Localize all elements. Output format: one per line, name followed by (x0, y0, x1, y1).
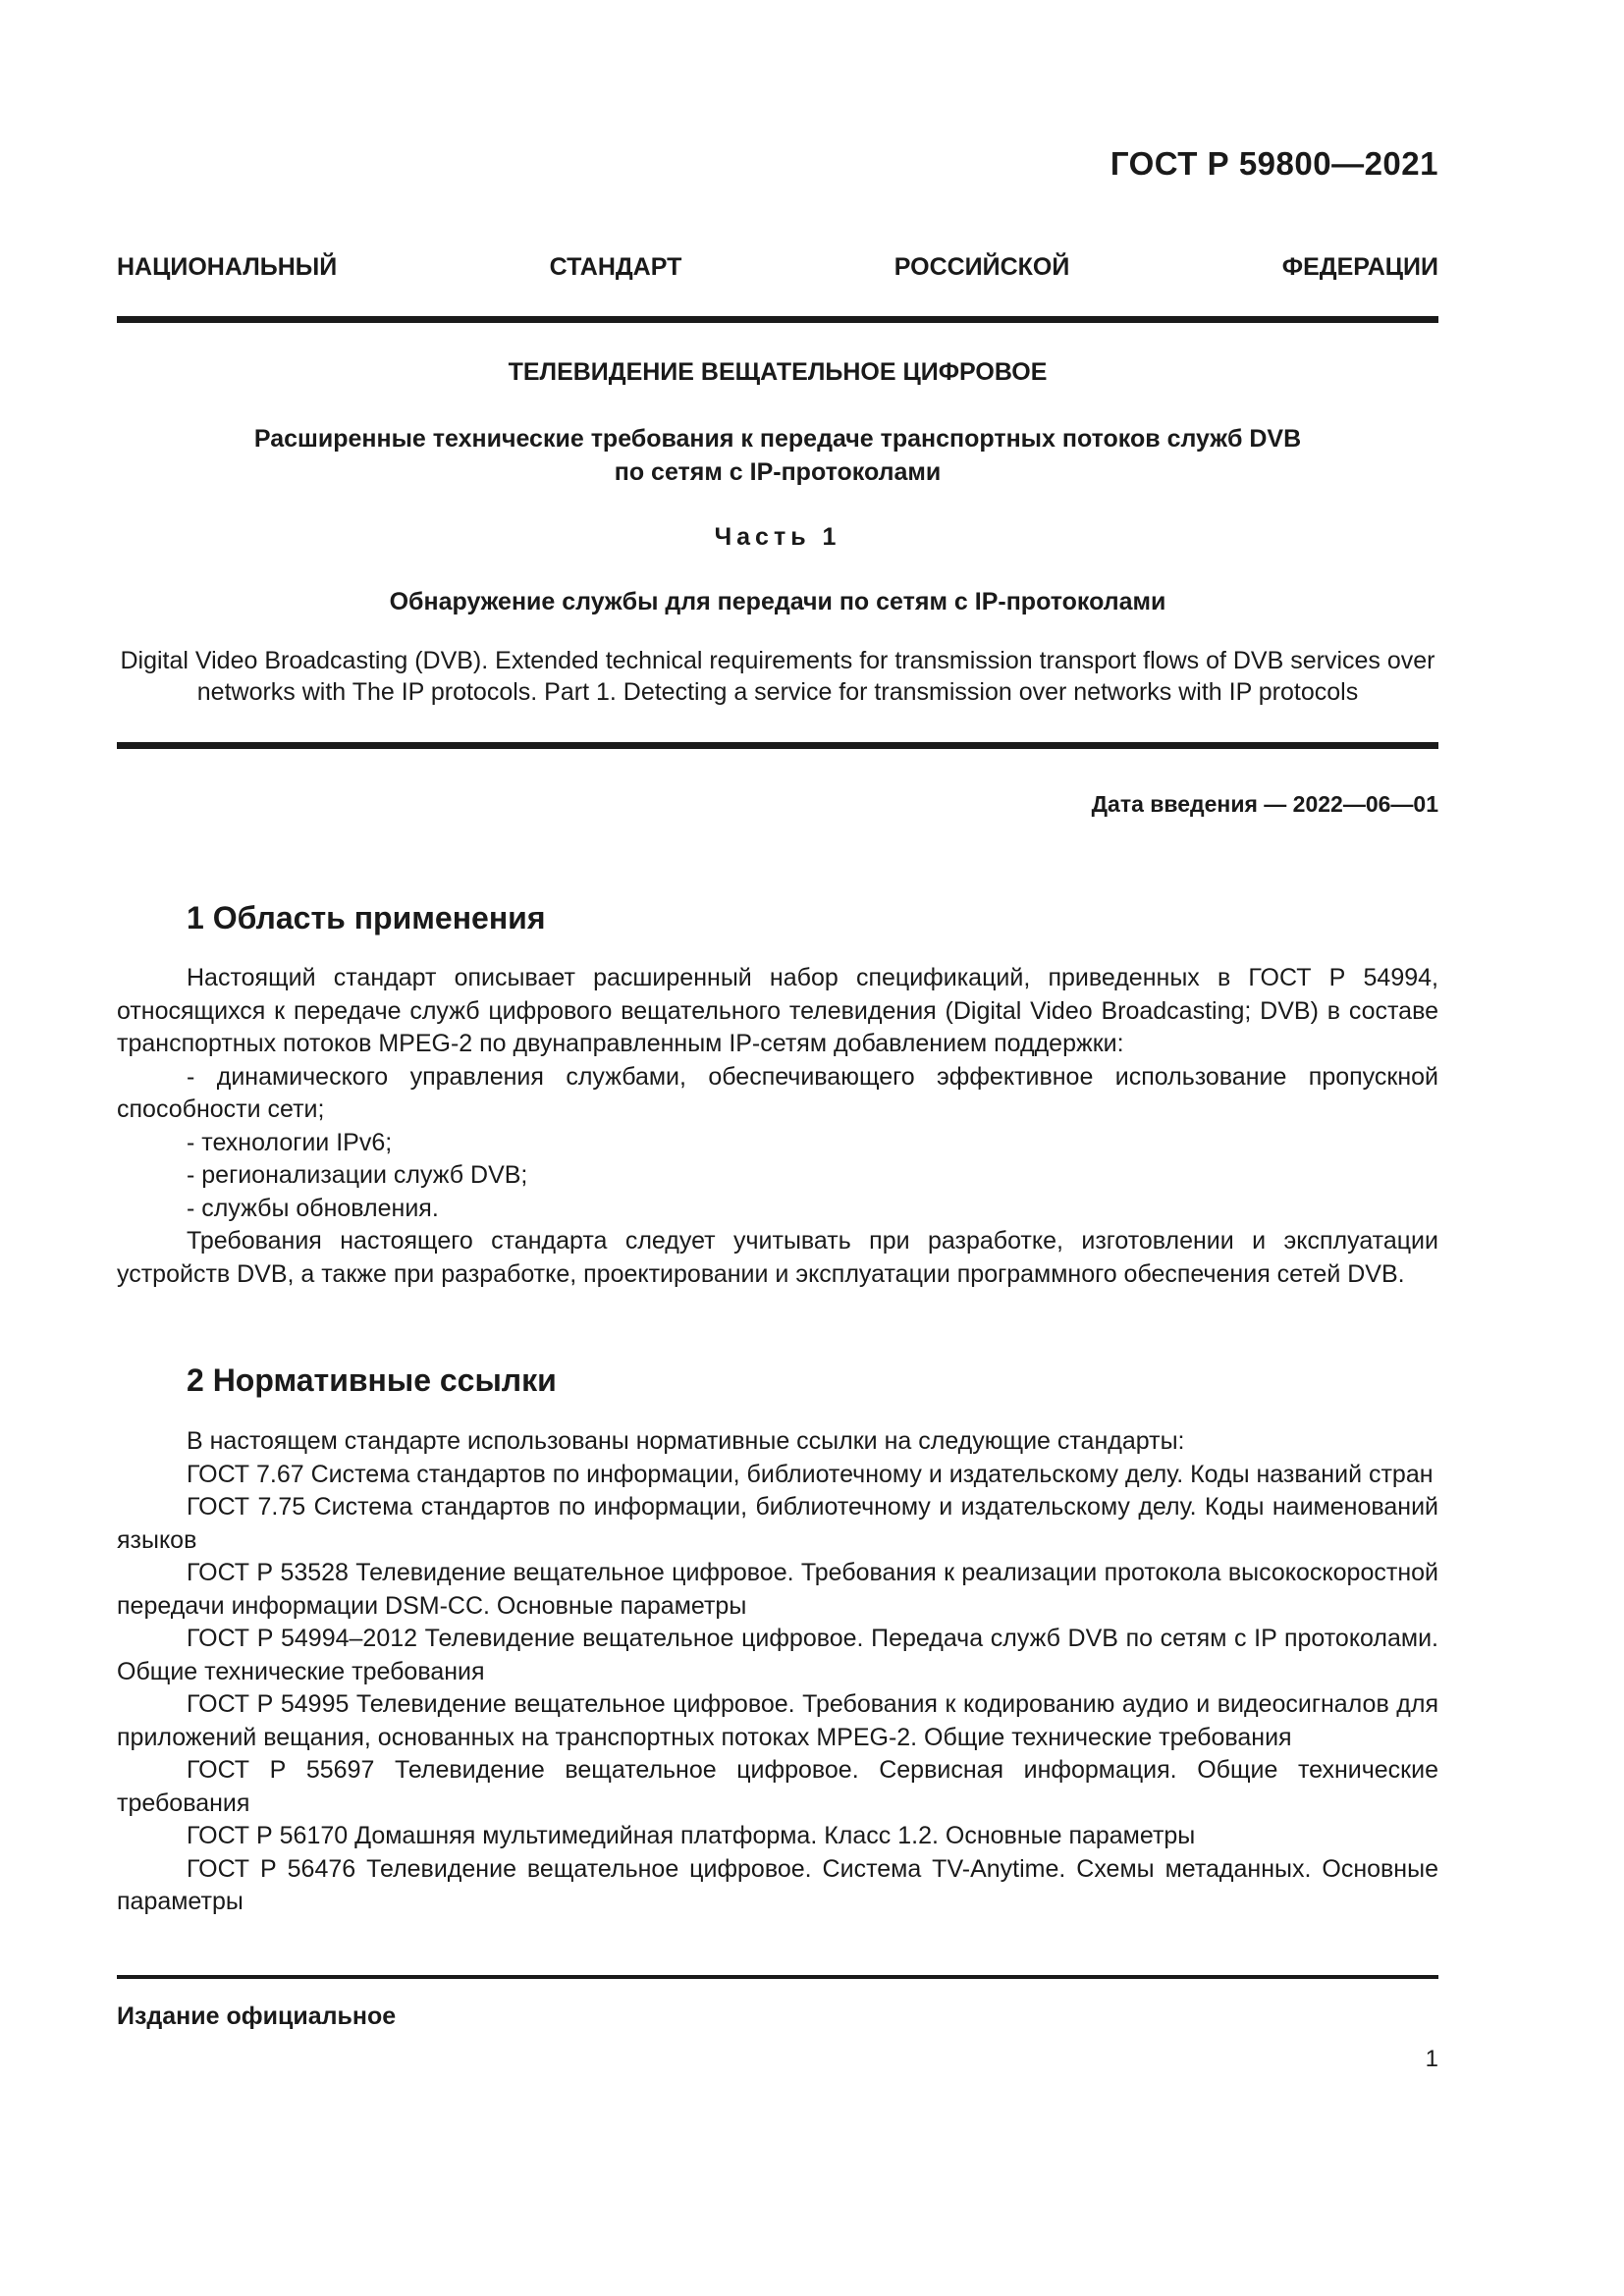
list-item: - динамического управления службами, обеспечивающего эффективное использование пропускной способности сети; (117, 1062, 1438, 1123)
section-2-heading: 2 Нормативные ссылки (187, 1362, 557, 1398)
subtitle-line-1: Расширенные технические требования к передаче транспортных потоков служб DVB (253, 425, 1302, 453)
introduction-date: Дата введения — 2022—06—01 (1091, 791, 1438, 817)
paragraph: В настоящем стандарте использованы нормативные ссылки на следующие стандарты: (187, 1427, 1185, 1455)
part-number: Часть 1 (714, 523, 841, 551)
english-title-line-1: Digital Video Broadcasting (DVB). Extended technical requirements for transmission transport flows of DVB services over (120, 647, 1435, 674)
section-1-heading: 1 Область применения (187, 900, 546, 935)
reference-item: ГОСТ Р 55697 Телевидение вещательное цифровое. Сервисная информация. Общие технические требования (117, 1756, 1438, 1817)
english-title-line-2: networks with The IP protocols. Part 1. Detecting a service for transmission over networks with IP protocols (196, 678, 1359, 706)
national-standard-banner: НАЦИОНАЛЬНЫЙ СТАНДАРТ РОССИЙСКОЙ ФЕДЕРАЦИИ (117, 253, 1438, 281)
list-item: - технологии IPv6; (187, 1128, 393, 1156)
reference-item: ГОСТ Р 54994–2012 Телевидение вещательное цифровое. Передача служб DVB по сетям с IP протоколами. Общие технические требования (117, 1625, 1438, 1685)
reference-item: ГОСТ 7.75 Система стандартов по информации, библиотечному и издательскому делу. Коды наименований языков (117, 1493, 1438, 1554)
paragraph: Настоящий стандарт описывает расширенный набор спецификаций, приведенных в ГОСТ Р 54994, относящихся к передаче служб цифрового вещательного телевидения (Digital Video Broadcasting; DVB) в составе транспортных потоков MPEG-2 по двунаправленным IP-сетям добавлением поддержки: (117, 964, 1438, 1057)
title-main: ТЕЛЕВИДЕНИЕ ВЕЩАТЕЛЬНОЕ ЦИФРОВОЕ (508, 358, 1048, 386)
footer-rule (117, 1975, 1438, 1979)
subtitle-line-2: по сетям с IP-протоколами (614, 458, 942, 486)
top-rule (117, 316, 1438, 323)
reference-item: ГОСТ Р 53528 Телевидение вещательное цифровое. Требования к реализации протокола высокоскоростной передачи информации DSM-CC. Основные параметры (117, 1559, 1438, 1620)
official-edition-label: Издание официальное (117, 2002, 397, 2030)
reference-item: ГОСТ Р 54995 Телевидение вещательное цифровое. Требования к кодированию аудио и видеосигналов для приложений вещания, основанных на транспортных потоках MPEG-2. Общие технические требования (117, 1690, 1438, 1751)
paragraph: Требования настоящего стандарта следует учитывать при разработке, изготовлении и эксплуатации устройств DVB, а также при разработке, проектировании и эксплуатации программного обеспечения сетей DVB. (117, 1227, 1438, 1288)
title-bottom-rule (117, 742, 1438, 749)
section-2-body (117, 1425, 1438, 1919)
section-1-body (117, 962, 1438, 1291)
reference-item: ГОСТ Р 56170 Домашняя мультимедийная платформа. Класс 1.2. Основные параметры (187, 1822, 1196, 1849)
part-title: Обнаружение службы для передачи по сетям с IP-протоколами (389, 588, 1166, 615)
reference-item: ГОСТ 7.67 Система стандартов по информации, библиотечному и издательскому делу. Коды названий стран (187, 1460, 1434, 1488)
reference-item: ГОСТ Р 56476 Телевидение вещательное цифровое. Система TV-Anytime. Схемы метаданных. Основные параметры (117, 1854, 1438, 1915)
document-id: ГОСТ Р 59800—2021 (1110, 145, 1438, 182)
list-item: - службы обновления. (187, 1194, 439, 1222)
list-item: - регионализации служб DVB; (187, 1161, 528, 1189)
page-number: 1 (1425, 2046, 1438, 2072)
